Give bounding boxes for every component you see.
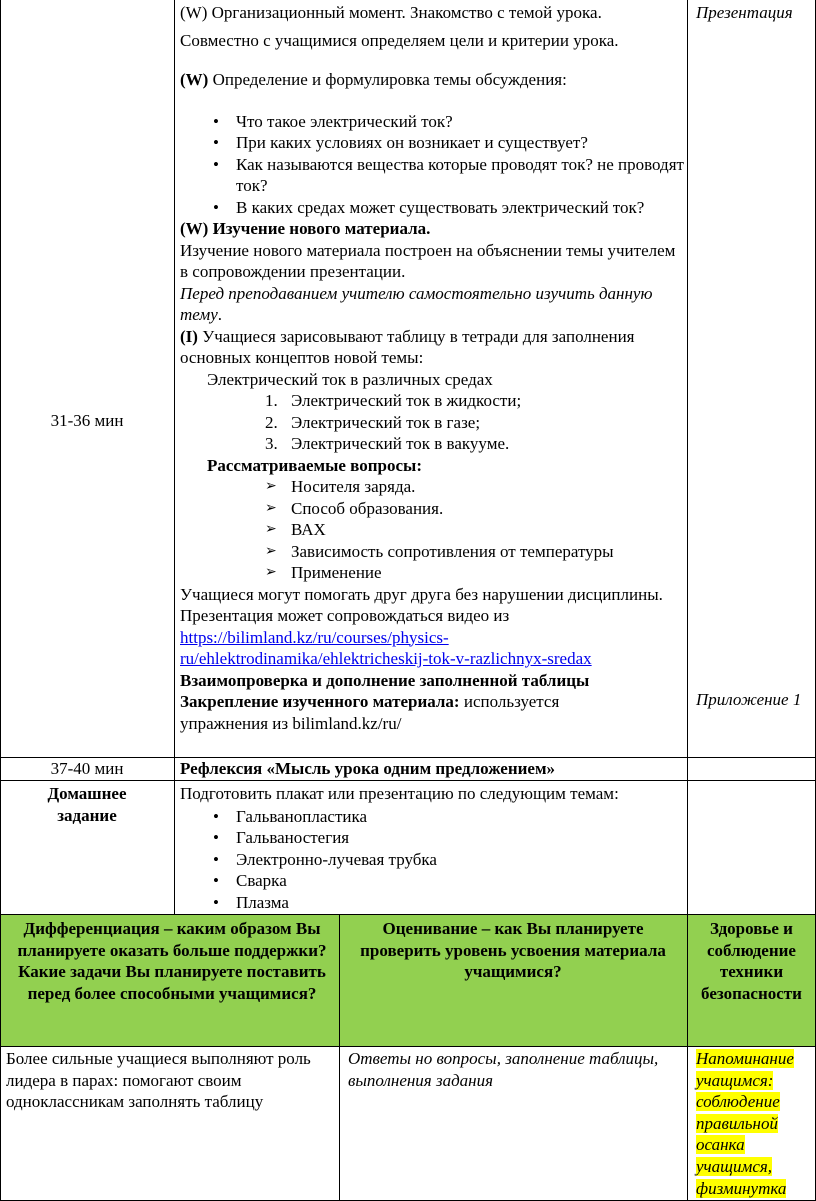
health-safety-text [696, 1048, 812, 1199]
highlighted-line: учащимся, [696, 1156, 773, 1176]
list-item [180, 433, 685, 455]
list-text: Способ образования. [291, 498, 444, 518]
list-text: Электрический ток в жидкости; [291, 391, 522, 410]
current-title: Электрический ток в различных средах [207, 369, 493, 389]
individual-task-text: Учащиеся зарисовывают таблицу в тетради для заполнения основных концептов новой темы: [180, 326, 635, 367]
list-number: 1. [265, 391, 278, 410]
list-item [180, 541, 685, 563]
goals-text: Совместно с учащимися определяем цели и критерии урока. [180, 30, 619, 50]
teacher-note [180, 283, 685, 326]
highlighted-line: Напоминание [696, 1049, 794, 1068]
list-item [180, 498, 685, 520]
highlighted-line: правильной [696, 1113, 778, 1133]
table-border [0, 914, 816, 915]
lesson-content-cell [180, 2, 685, 734]
list-item: • При каких условиях он возникает и существует? [180, 132, 685, 154]
table-border [174, 0, 175, 914]
assessment-header: Оценивание – как Вы планируете проверить уровень усвоения материала учащимися? [360, 919, 666, 981]
arrow-bullet-icon: ➢ [265, 499, 277, 516]
list-number: 2. [265, 412, 278, 432]
list-item [180, 476, 685, 498]
help-text-body: Учащиеся могут помогать друг друга без нарушении дисциплины. Презентация может сопровождаться видео из [180, 584, 663, 625]
link-line: ru/ehlektrodinamika/ehlektricheskij-tok-v-razlichnyx-sredax [180, 649, 592, 668]
table-border [0, 780, 816, 781]
video-link[interactable] [180, 628, 592, 669]
peer-check: Взаимопроверка и дополнение заполненной таблицы [180, 670, 590, 690]
table-border [339, 914, 340, 1201]
homework-topic-list [180, 806, 685, 914]
highlighted-line: осанка [696, 1135, 745, 1155]
question-list [180, 111, 685, 219]
help-text [180, 584, 685, 670]
issues-title: Рассматриваемые вопросы: [207, 455, 422, 475]
consolidation-text-2: упражнения из bilimland.kz/ru/ [180, 713, 402, 733]
arrow-bullet-icon: ➢ [265, 542, 277, 559]
topic-definition-text: Определение и формулировка темы обсуждения: [208, 70, 567, 89]
consolidation-text: используется [459, 692, 560, 711]
table-border [687, 914, 688, 1201]
list-item: • Гальванопластика [180, 806, 685, 828]
list-number: 3. [265, 434, 278, 453]
list-text: ВАХ [291, 520, 326, 539]
work-mode-label: (I) [180, 326, 198, 346]
consolidation-label: Закрепление изученного материала: [180, 692, 460, 711]
consolidation [180, 691, 685, 713]
list-item: • Электронно-лучевая трубка [180, 849, 685, 871]
time-cell-main: 31-36 мин [50, 411, 124, 430]
teacher-note-end: . [217, 305, 223, 324]
media-list [180, 390, 685, 455]
list-item [180, 519, 685, 541]
resource-presentation: Презентация [696, 3, 793, 22]
list-item: • Гальваностегия [180, 827, 685, 849]
homework-content [180, 783, 685, 913]
org-moment: (W) Организационный момент. Знакомство с темой урока. [180, 3, 602, 22]
arrow-bullet-icon: ➢ [265, 564, 277, 580]
list-text: Зависимость сопротивления от температуры [291, 541, 614, 561]
table-border [687, 0, 688, 914]
homework-intro: Подготовить плакат или презентацию по следующим темам: [180, 784, 619, 803]
list-item [180, 390, 685, 412]
arrow-bullet-icon: ➢ [265, 521, 277, 537]
list-item [180, 562, 685, 584]
issues-list [180, 476, 685, 584]
list-text: Электрический ток в газе; [291, 412, 481, 432]
highlighted-line: физминутка [696, 1178, 787, 1198]
list-item [180, 412, 685, 434]
health-safety-header: Здоровье и соблюдение техники безопасности [701, 919, 802, 1003]
differentiation-text: Более сильные учащиеся выполняют роль лидера в парах: помогают своим одноклассникам заполнять таблицу [6, 1049, 311, 1111]
study-title: (W) Изучение нового материала. [180, 219, 431, 238]
work-mode-label: (W) [180, 70, 209, 89]
list-item: • В каких средах может существовать электрический ток? [180, 197, 685, 219]
differentiation-header: Дифференциация – каким образом Вы планируете оказать больше поддержки? Какие задачи Вы планируете поставить перед более способными учащимися? [17, 919, 327, 1003]
resource-appendix: Приложение 1 [696, 690, 802, 709]
list-item: • Что такое электрический ток? [180, 111, 685, 133]
link-line: https://bilimland.kz/ru/courses/physics- [180, 627, 449, 647]
individual-task [180, 326, 685, 369]
topic-definition [180, 69, 685, 91]
list-item: • Плазма [180, 892, 685, 914]
table-border [0, 1046, 816, 1047]
arrow-bullet-icon: ➢ [265, 478, 277, 494]
study-text: Изучение нового материала построен на объяснении темы учителем в сопровождении презентации. [180, 240, 676, 281]
list-text: Электрический ток в вакууме. [291, 434, 510, 453]
highlighted-line: соблюдение [696, 1092, 780, 1112]
assessment-text: Ответы но вопросы, заполнение таблицы, выполнения задания [348, 1049, 659, 1090]
list-text: Носителя заряда. [291, 477, 416, 496]
list-text: Применение [291, 563, 382, 582]
list-item: • Сварка [180, 870, 685, 892]
highlighted-line: учащимся: [696, 1070, 774, 1090]
reflection-text: Рефлексия «Мысль урока одним предложением» [180, 759, 556, 778]
table-border [0, 0, 1, 1201]
teacher-note-text: Перед преподаванием учителю самостоятельно изучить данную тему [180, 283, 653, 324]
list-item: • Как называются вещества которые проводят ток? не проводят ток? [180, 154, 685, 197]
homework-label: Домашнее задание [47, 784, 127, 825]
time-cell-reflection: 37-40 мин [50, 759, 124, 778]
